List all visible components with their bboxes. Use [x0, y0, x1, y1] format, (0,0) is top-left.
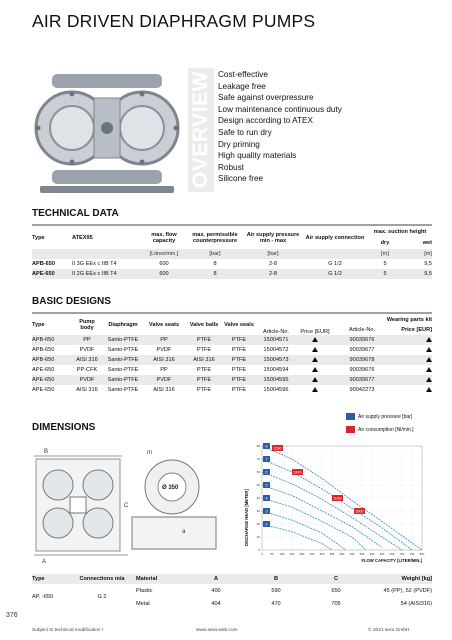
table-row: [32, 335, 432, 345]
cell-balls: PTFE: [196, 347, 212, 353]
dim-label-dia: Ø 350: [162, 485, 179, 491]
triangle-icon: [312, 367, 318, 372]
cell-seats: PP: [160, 337, 168, 343]
x-tick-label: 700: [399, 552, 405, 556]
feature-item: Cost-effective: [218, 70, 268, 79]
x-tick-label: 600: [379, 552, 385, 556]
kit-price-indicator-icon: [392, 385, 432, 395]
cell-type: APE-650: [32, 387, 55, 393]
cell-body: PP-CFK: [76, 367, 98, 373]
cell-body: AISI 316: [76, 387, 98, 393]
cell-body: PP: [83, 337, 91, 343]
triangle-icon: [312, 347, 318, 352]
table-row: [32, 259, 432, 269]
page-title: AIR DRIVEN DIAPHRAGM PUMPS: [32, 11, 316, 31]
table-row: [32, 345, 432, 355]
x-tick-label: 100: [279, 552, 285, 556]
kit-price-indicator-icon: [392, 355, 432, 365]
th-flow: max. flow capacity: [151, 231, 177, 244]
cell-vseals: PTFE: [231, 387, 247, 393]
th-conn: Air supply connection: [305, 234, 365, 241]
price-indicator-icon: [298, 385, 332, 395]
cell-diaphragm: Santo-PTFE: [107, 337, 139, 343]
cell-balls: PTFE: [196, 367, 212, 373]
pressure-label: 5: [265, 482, 268, 488]
feature-item: Safe to run dry: [218, 127, 272, 137]
designs-table: [32, 312, 432, 395]
cell-b: 470: [271, 600, 281, 607]
th-price: Price [EUR]: [300, 329, 330, 335]
x-tick-label: 750: [409, 552, 415, 556]
x-tick-label: 450: [349, 552, 355, 556]
dimension-drawing: [32, 445, 232, 567]
unit-flow: [Litres/min.]: [149, 251, 179, 257]
pressure-label: 4: [265, 495, 268, 501]
feature-item: Dry priming: [218, 139, 260, 149]
consumption-label: 3030: [333, 496, 342, 501]
cell-supply: 2-8: [268, 261, 278, 267]
y-tick-label: 80: [256, 444, 260, 448]
cell-type: APB-650: [32, 337, 55, 343]
footer-note: Subject to technical modification !: [32, 628, 104, 633]
footer-web: www.sera-web.com: [196, 628, 238, 633]
th-kit: Wearing parts kit: [386, 316, 432, 323]
cell-seats: PP: [160, 367, 168, 373]
x-tick-label: 150: [289, 552, 295, 556]
cell-article: 15004595: [263, 377, 289, 383]
cell-seats: PVDF: [156, 347, 172, 353]
dimensions-heading: DIMENSIONS: [32, 422, 96, 433]
x-tick-label: 350: [329, 552, 335, 556]
cell-weight: 54 (AISI316): [400, 600, 432, 607]
table-row: [32, 385, 432, 395]
x-axis-label: FLOW CAPACITY [LITER/MIN.]: [361, 558, 422, 563]
cell-kit-article: 90039677: [349, 377, 375, 383]
unit-supply: [bar]: [267, 251, 279, 257]
dim-label-b: B: [44, 449, 49, 455]
th-body: Pump body: [79, 318, 95, 331]
y-tick-label: 20: [256, 522, 260, 526]
kit-price-indicator-icon: [392, 345, 432, 355]
th-type: Type: [32, 234, 45, 241]
cell-type: APB-650: [32, 357, 55, 363]
cell-atex: II 2G EEx c IIB T4: [72, 271, 117, 277]
th-material: Material: [136, 576, 158, 582]
th-kit-price: Price [EUR]: [401, 327, 432, 333]
y-tick-label: 30: [256, 509, 260, 513]
cell-a: 404: [211, 600, 221, 607]
th-vseals: Valve seals: [224, 321, 254, 328]
cell-b: 590: [271, 587, 281, 594]
th-balls: Valve balls: [189, 321, 219, 328]
unit-wet: [m]: [424, 251, 432, 257]
table-row: [32, 375, 432, 385]
cell-atex: II 3G EEx c IIB T4: [72, 261, 117, 267]
y-tick-label: 10: [256, 535, 260, 539]
cell-material: Plastic: [136, 587, 153, 594]
th-atex: ATEX95: [72, 234, 93, 241]
x-tick-label: 250: [309, 552, 315, 556]
cell-seats: AISI 316: [153, 357, 175, 363]
x-tick-label: 800: [419, 552, 425, 556]
consumption-label: 2470: [293, 470, 302, 475]
cell-kit-article: 90039677: [349, 347, 375, 353]
dimensions-table: [32, 574, 432, 610]
cell-article: 15004571: [263, 337, 289, 343]
overview-label: OVERVIEW: [189, 71, 212, 188]
cell-pressure: 8: [213, 261, 217, 267]
cell-type: APE-650: [32, 367, 55, 373]
cell-diaphragm: Santo-PTFE: [107, 387, 139, 393]
legend-swatch: [346, 413, 355, 420]
triangle-icon: [312, 387, 318, 392]
x-tick-label: 500: [359, 552, 365, 556]
triangle-icon: [312, 377, 318, 382]
feature-list: [218, 69, 342, 185]
pressure-label: 8: [265, 443, 268, 449]
price-indicator-icon: [298, 365, 332, 375]
technical-table: [32, 224, 432, 279]
dim-label-c: C: [124, 503, 129, 509]
cell-vseals: PTFE: [231, 347, 247, 353]
cell-vseals: PTFE: [231, 367, 247, 373]
th-wet: wet: [422, 240, 432, 246]
th-weight: Weight [kg]: [401, 576, 432, 582]
x-tick-label: 200: [299, 552, 305, 556]
chart-legend-item: [346, 412, 432, 421]
cell-weight: 45 (PP), 52 (PVDF): [383, 587, 432, 594]
cell-type: APE-650: [32, 377, 55, 383]
cell-type: APB-650: [32, 347, 55, 353]
cell-c: 650: [331, 587, 341, 594]
th-b: B: [273, 576, 279, 582]
pressure-label: 3: [265, 508, 268, 514]
kit-price-indicator-icon: [392, 335, 432, 345]
pressure-label: 2: [265, 521, 268, 527]
cell-dry: 5: [383, 271, 387, 277]
pressure-label: 6: [265, 469, 268, 475]
cell-vseals: PTFE: [231, 337, 247, 343]
feature-item: Low maintenance continuous duty: [218, 104, 342, 114]
footer-copyright: © 2021 sera GmbH: [368, 628, 410, 633]
triangle-icon: [426, 387, 432, 392]
consumption-label: 1590: [273, 446, 282, 451]
th-type: Type: [32, 321, 45, 328]
cell-kit-article: 90042273: [349, 387, 375, 393]
chart-legend-item: [346, 425, 432, 434]
table-row: [32, 365, 432, 375]
technical-heading: TECHNICAL DATA: [32, 208, 119, 219]
feature-item: Robust: [218, 162, 244, 172]
cell-conn: G 1/2: [328, 271, 342, 277]
dim-label-m: m: [147, 450, 152, 456]
feature-item: Safe against overpressure: [218, 93, 314, 103]
cell-diaphragm: Santo-PTFE: [107, 377, 139, 383]
cell-balls: PTFE: [196, 377, 212, 383]
cell-wet: 9,5: [424, 261, 432, 267]
cell-material: Metal: [136, 600, 150, 607]
cell-seats: PVDF: [156, 377, 172, 383]
y-tick-label: 50: [256, 483, 260, 487]
triangle-icon: [312, 337, 318, 342]
feature-item: High quality materials: [218, 151, 297, 161]
th-kit-article: Article-No.: [348, 327, 376, 333]
legend-swatch: [346, 426, 355, 433]
feature-item: Leakage free: [218, 81, 266, 91]
cell-vseals: PTFE: [231, 357, 247, 363]
cell-conn: G 2: [97, 594, 107, 600]
feature-item: Silicone free: [218, 174, 264, 184]
dim-label-a: A: [42, 559, 47, 565]
pressure-label: 7: [265, 456, 268, 462]
triangle-icon: [426, 337, 432, 342]
th-c: C: [333, 576, 339, 582]
cell-pressure: 8: [213, 271, 217, 277]
pump-product-image: [32, 62, 182, 197]
performance-chart: [240, 438, 436, 572]
cell-dry: 5: [383, 261, 387, 267]
th-supply: Air supply pressure min - max: [246, 231, 300, 244]
price-indicator-icon: [298, 345, 332, 355]
th-seats: Valve seats: [148, 321, 180, 328]
y-tick-label: 60: [256, 470, 260, 474]
cell-vseals: PTFE: [231, 377, 247, 383]
cell-article: 15004572: [263, 347, 289, 353]
triangle-icon: [426, 367, 432, 372]
cell-type: AP. -650: [32, 594, 54, 600]
x-tick-label: 650: [389, 552, 395, 556]
cell-diaphragm: Santo-PTFE: [107, 347, 139, 353]
dim-label-a-small: a: [182, 529, 186, 535]
unit-dry: [m]: [381, 251, 389, 257]
cell-a: 400: [211, 587, 221, 594]
cell-type: APB-650: [32, 261, 56, 267]
x-tick-label: 50: [270, 552, 274, 556]
cell-diaphragm: Santo-PTFE: [107, 357, 139, 363]
cell-balls: AISI 316: [193, 357, 215, 363]
cell-seats: AISI 316: [153, 387, 175, 393]
cell-kit-article: 90039678: [349, 357, 375, 363]
price-indicator-icon: [298, 375, 332, 385]
table-row: [32, 355, 432, 365]
kit-price-indicator-icon: [392, 365, 432, 375]
x-tick-label: 550: [369, 552, 375, 556]
table-row: [32, 269, 432, 279]
cell-supply: 2-8: [268, 271, 278, 277]
cell-type: APE-650: [32, 271, 55, 277]
y-tick-label: 40: [256, 496, 260, 500]
cell-balls: PTFE: [196, 337, 212, 343]
triangle-icon: [426, 357, 432, 362]
cell-body: AISI 316: [76, 357, 98, 363]
th-pressure: max. permissible counterpressure: [192, 231, 238, 244]
th-conn: Connections m/a: [79, 576, 125, 582]
legend-label: Air supply pressure [bar]: [358, 413, 413, 420]
th-dry: dry: [380, 240, 390, 246]
cell-wet: 9,5: [424, 271, 432, 277]
cell-balls: PTFE: [196, 387, 212, 393]
unit-pressure: [bar]: [209, 251, 221, 257]
cell-body: PVDF: [79, 347, 95, 353]
designs-heading: BASIC DESIGNS: [32, 296, 111, 307]
cell-conn: G 1/2: [328, 261, 342, 267]
price-indicator-icon: [298, 335, 332, 345]
th-suction: max. suction height: [373, 228, 427, 235]
cell-flow: 600: [159, 271, 169, 277]
legend-label: Air consumption [Nl/min.]: [358, 426, 414, 433]
cell-article: 15004573: [263, 357, 289, 363]
th-article: Article-No.: [262, 329, 290, 335]
triangle-icon: [312, 357, 318, 362]
cell-kit-article: 90039676: [349, 367, 375, 373]
th-diaphragm: Diaphragm: [108, 321, 138, 328]
cell-flow: 600: [159, 261, 169, 267]
th-type: Type: [32, 576, 45, 582]
kit-price-indicator-icon: [392, 375, 432, 385]
cell-article: 15004596: [263, 387, 289, 393]
consumption-label: 3500: [355, 509, 364, 514]
feature-item: Design according to ATEX: [218, 116, 313, 126]
triangle-icon: [426, 347, 432, 352]
cell-c: 705: [331, 600, 341, 607]
cell-article: 15004594: [263, 367, 289, 373]
y-tick-label: 0: [258, 548, 260, 552]
triangle-icon: [426, 377, 432, 382]
table-row: [32, 584, 432, 597]
x-tick-label: 0: [261, 552, 263, 556]
page-number: 376: [6, 612, 18, 619]
x-tick-label: 400: [339, 552, 345, 556]
price-indicator-icon: [298, 355, 332, 365]
cell-diaphragm: Santo-PTFE: [107, 367, 139, 373]
x-tick-label: 300: [319, 552, 325, 556]
th-a: A: [213, 576, 219, 582]
y-tick-label: 70: [256, 457, 260, 461]
cell-kit-article: 90039676: [349, 337, 375, 343]
y-axis-label: DISCHARGE HEAD [METER]: [244, 489, 249, 546]
cell-body: PVDF: [79, 377, 95, 383]
